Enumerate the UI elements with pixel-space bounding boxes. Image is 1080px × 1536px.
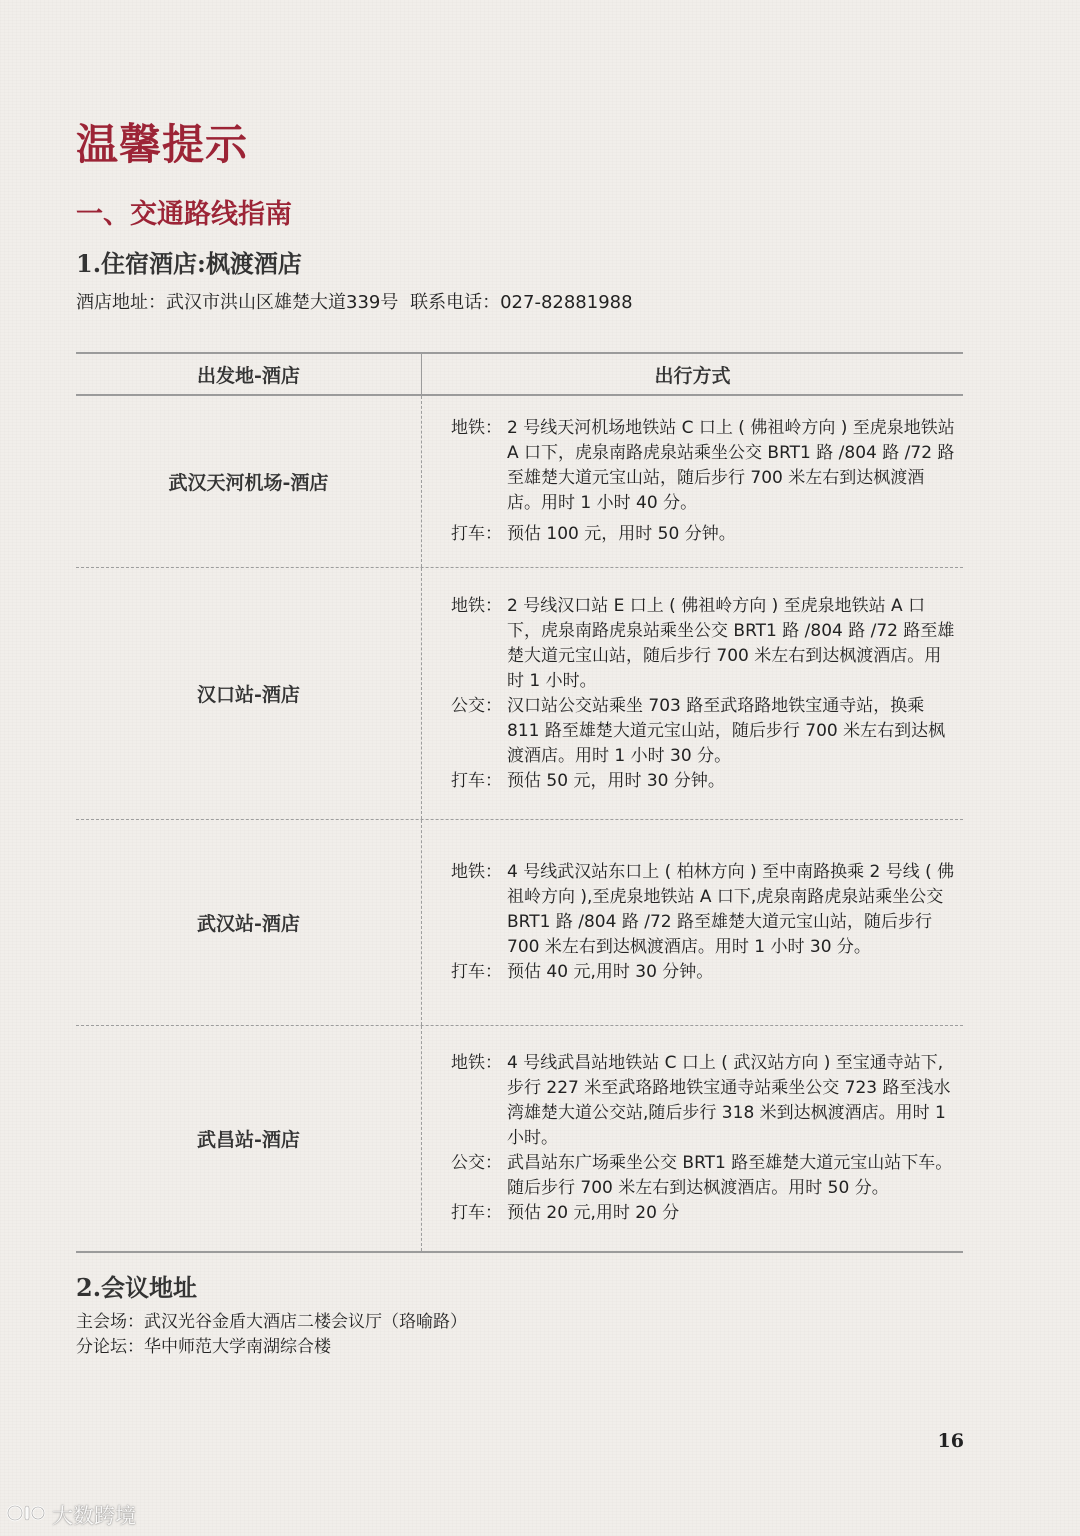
route-label: 地铁： — [451, 595, 502, 616]
table-row — [76, 820, 963, 1026]
route-line — [451, 594, 955, 694]
route-line — [451, 960, 955, 985]
route-line — [451, 769, 955, 794]
origin-cell: 汉口站-酒店 — [76, 568, 422, 819]
origin-cell: 武汉站-酒店 — [76, 820, 422, 1025]
sub-forum: 分论坛：华中师范大学南湖综合楼 — [76, 1337, 331, 1357]
hotel-phone: 联系电话：027-82881988 — [410, 292, 633, 313]
origin-cell: 武汉天河机场-酒店 — [76, 396, 422, 567]
page-title: 温馨提示 — [76, 120, 249, 169]
route-line — [451, 694, 955, 769]
route-text: 2 号线天河机场地铁站 C 口上 ( 佛祖岭方向 ) 至虎泉地铁站 A 口下，虎泉南路虎泉站乘坐公交 BRT1 路 /804 路 /72 路至雄楚大道元宝山站，随后步行 700 米左右到达枫渡酒店。用时 1 小时 40 分。 — [507, 418, 955, 513]
logo-icon — [6, 1500, 46, 1530]
method-cell — [422, 568, 963, 819]
route-text: 4 号线武昌站地铁站 C 口上 ( 武汉站方向 ) 至宝通寺站下,步行 227 米至武珞路地铁宝通寺站乘坐公交 723 路至浅水湾雄楚大道公交站,随后步行 318 米到达枫渡酒店。用时 1 小时。 — [507, 1053, 951, 1148]
route-text: 4 号线武汉站东口上 ( 柏林方向 ) 至中南路换乘 2 号线 ( 佛祖岭方向 ),至虎泉地铁站 A 口下,虎泉南路虎泉站乘坐公交 BRT1 路 /804 路 /72 路至雄楚大道元宝山站，随后步行 700 米左右到达枫渡酒店。用时 1 小时 30 分。 — [507, 862, 955, 957]
route-line — [451, 1051, 955, 1151]
hotel-info — [76, 288, 639, 314]
table-row — [76, 396, 963, 568]
table-row — [76, 568, 963, 820]
page-number: 16 — [937, 1430, 964, 1452]
method-cell — [422, 396, 963, 567]
meeting-heading: 2.会议地址 — [76, 1273, 198, 1302]
route-text: 预估 100 元，用时 50 分钟。 — [507, 524, 736, 544]
route-label: 公交： — [451, 1153, 502, 1173]
route-text: 2 号线汉口站 E 口上 ( 佛祖岭方向 ) 至虎泉地铁站 A 口下，虎泉南路虎泉站乘坐公交 BRT1 路 /804 路 /72 路至雄楚大道元宝山站，随后步行 700 米左右到达枫渡酒店。用时 1 小时。 — [507, 595, 955, 691]
header-origin: 出发地-酒店 — [76, 354, 422, 394]
route-label: 打车： — [451, 1203, 502, 1223]
route-label: 地铁： — [451, 862, 502, 882]
route-line — [451, 522, 955, 547]
method-cell — [422, 1026, 963, 1251]
hotel-address: 酒店地址：武汉市洪山区雄楚大道339号 — [76, 292, 399, 313]
route-label: 公交： — [451, 695, 502, 716]
section-title: 一、交通路线指南 — [76, 199, 292, 230]
route-label: 打车： — [451, 770, 502, 791]
route-text: 武昌站东广场乘坐公交 BRT1 路至雄楚大道元宝山站下车。随后步行 700 米左右到达枫渡酒店。用时 50 分。 — [507, 1153, 953, 1198]
route-label: 打车： — [451, 962, 502, 982]
table-row — [76, 1026, 963, 1253]
hotel-heading: 1.住宿酒店:枫渡酒店 — [76, 249, 302, 278]
route-line — [451, 860, 955, 960]
route-text: 预估 20 元,用时 20 分 — [507, 1203, 680, 1223]
route-label: 打车： — [451, 524, 502, 544]
watermark — [6, 1500, 136, 1530]
route-text: 预估 50 元，用时 30 分钟。 — [507, 770, 725, 791]
route-line — [451, 416, 955, 516]
route-line — [451, 1201, 955, 1226]
route-label: 地铁： — [451, 1053, 502, 1073]
route-table — [76, 352, 963, 1253]
table-header — [76, 352, 963, 396]
header-method: 出行方式 — [654, 364, 731, 387]
method-cell — [422, 820, 963, 1025]
main-venue: 主会场：武汉光谷金盾大酒店二楼会议厅（珞喻路） — [76, 1312, 467, 1332]
route-label: 地铁： — [451, 418, 502, 438]
origin-cell: 武昌站-酒店 — [76, 1026, 422, 1251]
route-line — [451, 1151, 955, 1201]
watermark-text: 大数跨境 — [52, 1504, 136, 1528]
route-text: 汉口站公交站乘坐 703 路至武珞路地铁宝通寺站，换乘 811 路至雄楚大道元宝山站，随后步行 700 米左右到达枫渡酒店。用时 1 小时 30 分。 — [507, 695, 946, 766]
route-text: 预估 40 元,用时 30 分钟。 — [507, 962, 714, 982]
